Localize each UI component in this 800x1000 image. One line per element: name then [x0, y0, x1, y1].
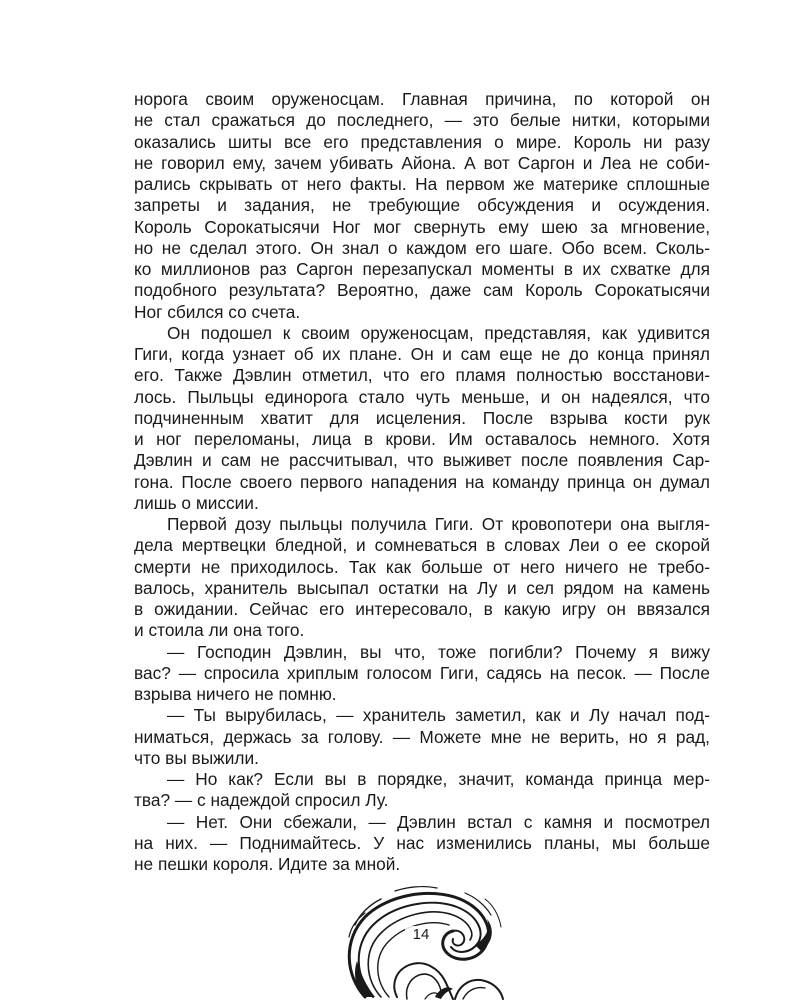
text-line: рались скрывать от него факты. На первом же материке сплошные — [134, 174, 710, 194]
text-line: его. Также Дэвлин отметил, что его пламя полностью восстанови- — [134, 365, 710, 386]
text-line: подчиненным хватит для исцеления. После взрыва кости рук — [134, 407, 710, 428]
text-line: не пешки короля. Идите за мной. — [134, 854, 401, 874]
text-line: ко миллионов раз Саргон перезапускал моменты в их схватке для — [134, 259, 710, 279]
text-line: что вы выжили. — [134, 747, 259, 768]
text-line: оказались шиты все его представления о мире. Король ни разу — [134, 131, 710, 152]
text-line: подобного результата? Вероятно, даже сам Король Сорокатысячи — [134, 280, 710, 301]
text-line: норога своим оруженосцам. Главная причина, по которой он — [134, 89, 710, 109]
text-line: дела мертвецки бледной, и сомневаться в словах Леи о ее скорой — [134, 535, 710, 556]
text-line: — Ты вырубилась, — хранитель заметил, как и Лу начал под- — [167, 705, 710, 726]
text-line: на них. — Поднимайтесь. У нас изменились планы, мы больше — [134, 832, 710, 853]
text-line: и стоила ли она того. — [134, 620, 305, 641]
text-line: — Господин Дэвлин, вы что, тоже погибли? Почему я вижу — [167, 641, 710, 662]
text-line: гона. После своего первого нападения на команду принца он думал — [134, 471, 710, 492]
text-line: Дэвлин и сам не рассчитывал, что выживет после появления Сар- — [134, 450, 710, 471]
text-line: — Но как? Если вы в порядке, значит, команда принца мер- — [167, 769, 710, 789]
text-line: валось, хранитель высыпал остатки на Лу и сел рядом на камень — [134, 577, 710, 598]
body-text — [134, 89, 710, 875]
text-line: Король Сорокатысячи Ног мог свернуть ему шею за мгновение, — [134, 216, 710, 237]
text-line: ниматься, держась за голову. — Можете мне не верить, но я рад, — [134, 726, 710, 747]
text-line: в ожидании. Сейчас его интересовало, в какую игру он ввязался — [134, 599, 710, 619]
text-line: взрыва ничего не помню. — [134, 684, 337, 704]
text-line: запреты и задания, не требующие обсуждения и осуждения. — [134, 195, 710, 216]
text-line: и ног переломаны, лица в крови. Им оставалось немного. Хотя — [134, 429, 710, 449]
page-number: 14 — [405, 926, 437, 944]
text-line: не говорил ему, зачем убивать Айона. А вот Саргон и Леа не соби- — [134, 152, 710, 173]
text-line: Гиги, когда узнает об их плане. Он и сам еще не до конца принял — [134, 344, 710, 364]
text-line: лишь о миссии. — [134, 492, 259, 513]
text-line: Он подошел к своим оруженосцам, представляя, как удивится — [167, 322, 710, 343]
text-line: лось. Пыльцы единорога стало чуть меньше, и он надеялся, что — [134, 386, 710, 407]
text-line: смерти не приходилось. Так как больше от него ничего не требо- — [134, 556, 710, 577]
text-line: — Нет. Они сбежали, — Дэвлин встал с камня и посмотрел — [167, 811, 710, 832]
text-line: но не сделал этого. Он знал о каждом его шаге. Обо всем. Сколь- — [134, 237, 710, 258]
text-line: не стал сражаться до последнего, — это белые нитки, которыми — [134, 110, 710, 131]
text-line: Первой дозу пыльцы получила Гиги. От кровопотери она выгля- — [167, 514, 710, 534]
text-line: вас? — спросила хриплым голосом Гиги, садясь на песок. — После — [134, 662, 710, 683]
text-line: тва? — с надеждой спросил Лу. — [134, 790, 389, 811]
text-line: Ног сбился со счета. — [134, 301, 301, 322]
